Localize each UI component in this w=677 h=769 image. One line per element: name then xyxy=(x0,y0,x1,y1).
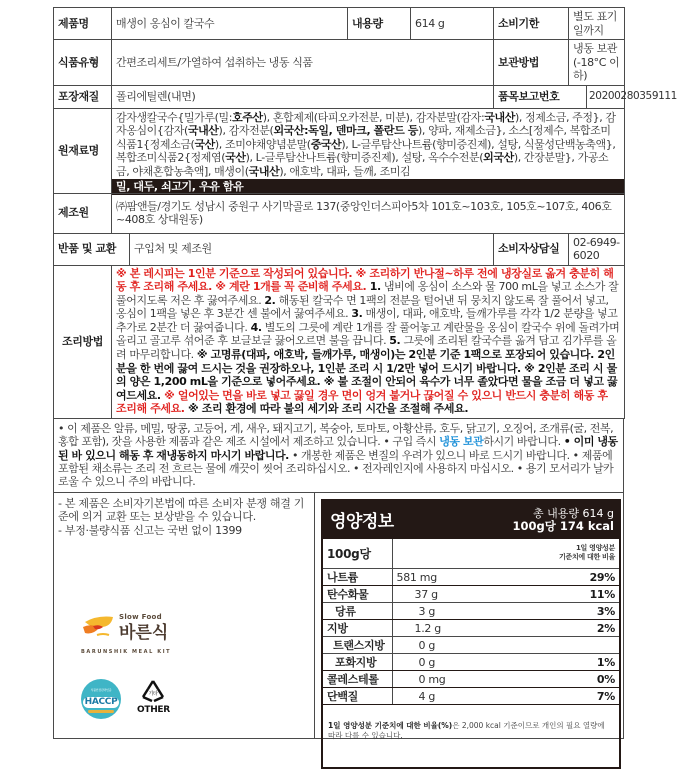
food-type-value: 간편조리세트/가열하여 섭취하는 냉동 식품 xyxy=(112,40,494,86)
nutrition-basis-row: 100g당 1일 영양성분 기준치에 대한 비율 xyxy=(323,539,619,569)
manufacturer-value: ㈜팜앤들/경기도 성남시 중원구 사기막골로 137(중앙인더스피아5차 101호~103호, 105호~107호, 406호~408호 상대원동) xyxy=(112,193,625,233)
calories-per-100g: 100g당 174 kcal xyxy=(512,518,614,533)
total-volume: 총 내용량 614 g xyxy=(533,506,614,520)
bottom-section xyxy=(53,493,624,739)
row-ingredients xyxy=(54,108,625,193)
storage-label: 보관방법 xyxy=(494,40,569,86)
nutrient-row-carbs: 탄수화물 37 g 11% xyxy=(323,586,619,603)
cooking-method xyxy=(112,265,625,419)
ingredients-label: 원재료명 xyxy=(54,108,112,193)
nutrient-row-protein: 단백질 4 g 7% xyxy=(323,688,619,705)
return-value: 구입처 및 제조원 xyxy=(130,233,494,265)
food-type-label: 식품유형 xyxy=(54,40,112,86)
product-name-label: 제품명 xyxy=(54,8,112,40)
cooking-text: ※ 본 레시피는 1인분 기준으로 작성되어 있습니다. ※ 조리하기 반나절~하루 전에 냉장실로 옮겨 충분히 해동 후 조리해 주세요. ※ 계란 1개를 꼭 준비해 주세요. 1. 냄비에 옹심이 소스와 물 700 mL을 넣고 소스가 잘 풀어지도록 저은 후 끓여주세요. 2. 해동된 칼국수 면 1팩의 전분을 털어낸 뒤 뭉치지 않도록 잘 풀어서 넣고, 옹심이 1팩을 넣은 후 3분간 센 불에서 끓여주세요. 3. 매생이, 대파, 애호박, 들깨가루를 각각 1/2 분량을 넣고 추가로 2분간 더 끓여줍니다. 4. 별도의 그릇에 계란 1개를 잘 풀어놓고 계란물을 옹심이 칼국수 위에 돌려가며 올리고 골고루 섞어준 후 보글보글 끓어오르면 불을 끕니다. 5. 그릇에 조리된 칼국수를 옮겨 담고 김가루를 올려 마무리합니다. ※ 고명류(대파, 애호박, 들깨가루, 매생이)는 2인분 기준 1팩으로 포장되어 있습니다. 2인분을 한 번에 끓여 드시는 것을 권장하오나, 1인분 조리 시 1/2만 넣어 드시기 바랍니다. ※ 2인분 조리 시 물의 양은 1,200 mL을 기준으로 넣어주세요. ※ 불 조절이 안되어 육수가 너무 졸았다면 물을 조금 더 넣고 끓여드세요. ※ 얼어있는 면을 바로 넣고 끓일 경우 면이 엉겨 붙거나 끊어질 수 있으니 반드시 충분히 해동 후 조리해 주세요. ※ 조리 환경에 따라 불의 세기와 조리 시간을 조절해 주세요. xyxy=(116,266,620,416)
expiry-label: 소비기한 xyxy=(494,8,569,40)
nutrient-row-sodium: 나트륨 581 mg 29% xyxy=(323,569,619,586)
recycle-other-icon xyxy=(137,679,170,718)
return-label: 반품 및 교환 xyxy=(54,233,130,265)
brand-logo xyxy=(81,611,191,660)
brand-tagline: BARUNSHIK MEAL KIT xyxy=(81,649,172,656)
food-label xyxy=(53,7,677,741)
manufacturer-label: 제조원 xyxy=(54,193,112,233)
consumer-label: 소비자상담실 xyxy=(494,233,569,265)
cooking-label: 조리방법 xyxy=(54,265,112,419)
allergy-storage-notice: • 이 제품은 알류, 메밀, 땅콩, 고등어, 게, 새우, 돼지고기, 복숭아, 토마토, 아황산류, 호두, 닭고기, 오징어, 조개류(굴, 전복, 홍합 포함), 잣을 사용한 제품과 같은 제조 시설에서 제조하고 있습니다. • 구입 즉시 냉동 보관하시기 바랍니다. • 이미 냉동된 바 있으니 해동 후 재냉동하지 마시기 바랍니다. • 개봉한 제품은 변질의 우려가 있으니 바로 드시기 바랍니다. • 제품에 포함된 채소류는 조리 전 흐르는 물에 깨끗이 씻어 조리하십시오. • 전자레인지에 사용하지 마십시오. • 용기 모서리가 날카로울 수 있으니 주의 바랍니다. xyxy=(53,419,624,492)
report-hotline-text: - 부정·불량식품 신고는 국번 없이 1399 xyxy=(58,523,242,537)
row-packaging xyxy=(54,85,625,108)
row-cooking xyxy=(54,265,625,419)
certification-marks xyxy=(81,679,170,719)
nutrition-header xyxy=(323,501,619,539)
row-return xyxy=(54,233,625,265)
haccp-badge-icon: 식품안전관리인증 HACCP xyxy=(81,679,121,719)
row-manufacturer xyxy=(54,193,625,233)
volume-value: 614 g xyxy=(411,8,494,40)
product-name-value: 매생이 옹심이 칼국수 xyxy=(112,8,348,40)
nutrient-row-saturated-fat: 포화지방 0 g 1% xyxy=(323,654,619,671)
basis-label: 100g당 xyxy=(323,539,392,569)
consumer-phone: 02-6949-6020 xyxy=(569,233,625,265)
packaging-label: 포장재질 xyxy=(54,85,112,108)
ingredients-cell xyxy=(112,108,625,193)
svg-text:기타: 기타 xyxy=(148,691,158,698)
row-food-type xyxy=(54,40,625,86)
expiry-value: 별도 표기일까지 xyxy=(569,8,625,40)
volume-label: 내용량 xyxy=(348,8,411,40)
recycle-label: OTHER xyxy=(137,705,170,716)
packaging-value: 폴리에틸렌(내면) xyxy=(112,85,494,108)
bowl-logo-icon xyxy=(81,613,115,639)
slow-food-text: Slow Food xyxy=(119,612,162,621)
nutrition-footnote: 1일 영양성분 기준치에 대한 비율(%)은 2,000 kcal 기준이므로 개인의 필요 열량에 따라 다를 수 있습니다. xyxy=(328,721,605,741)
nutrition-title: 영양정보 xyxy=(330,512,394,533)
nutrition-area xyxy=(314,493,623,741)
nutrient-row-trans-fat: 트랜스지방 0 g xyxy=(323,637,619,654)
report-no-value: 20200280359111 xyxy=(587,85,625,108)
row-product-name xyxy=(54,8,625,40)
storage-value: 냉동 보관(-18°C 이하) xyxy=(569,40,625,86)
brand-name: 바른식 xyxy=(119,623,169,644)
nutrition-facts xyxy=(321,499,621,769)
consumer-notice xyxy=(54,493,314,738)
report-no-label: 품목보고번호 xyxy=(494,85,587,108)
nutrient-row-fat: 지방 1.2 g 2% xyxy=(323,620,619,637)
allergen-bar: 밀, 대두, 쇠고기, 우유 함유 xyxy=(112,179,624,195)
consumer-dispute-text: - 본 제품은 소비자기본법에 따른 소비자 분쟁 해결 기준에 의거 교환 또는 보상받을 수 있습니다. xyxy=(58,496,305,524)
nutrient-row-sugars: 당류 3 g 3% xyxy=(323,603,619,620)
nutrition-table xyxy=(323,539,619,706)
product-spec-table xyxy=(53,7,677,419)
nutrient-row-cholesterol: 콜레스테롤 0 mg 0% xyxy=(323,671,619,688)
ingredients-text: 감자생칼국수{밀가루(밀:호주산), 혼합제제(타피오카전분, 미분), 감자분말(감자:국내산), 정제소금, 주정}, 감자옹심이{감자(국내산), 감자전분(외국산:독일, 덴마크, 폴란드 등), 양파, 재제소금}, 소스[정제수, 복합조미식품1{정제소금(국산), 조미야채양념분말(중국산), L-글루탐산나트륨(향미증진제), 설탕, 식물성단백농축액}, 복합조미식품2{정제염(국산), L-글루탐산나트륨(향미증진제), 설탕, 옥수수전분(외국산), 간장분말}, 가공소금, 야채혼합농축액], 매생이(국내산), 애호박, 대파, 들깨, 조미김 xyxy=(116,110,616,178)
